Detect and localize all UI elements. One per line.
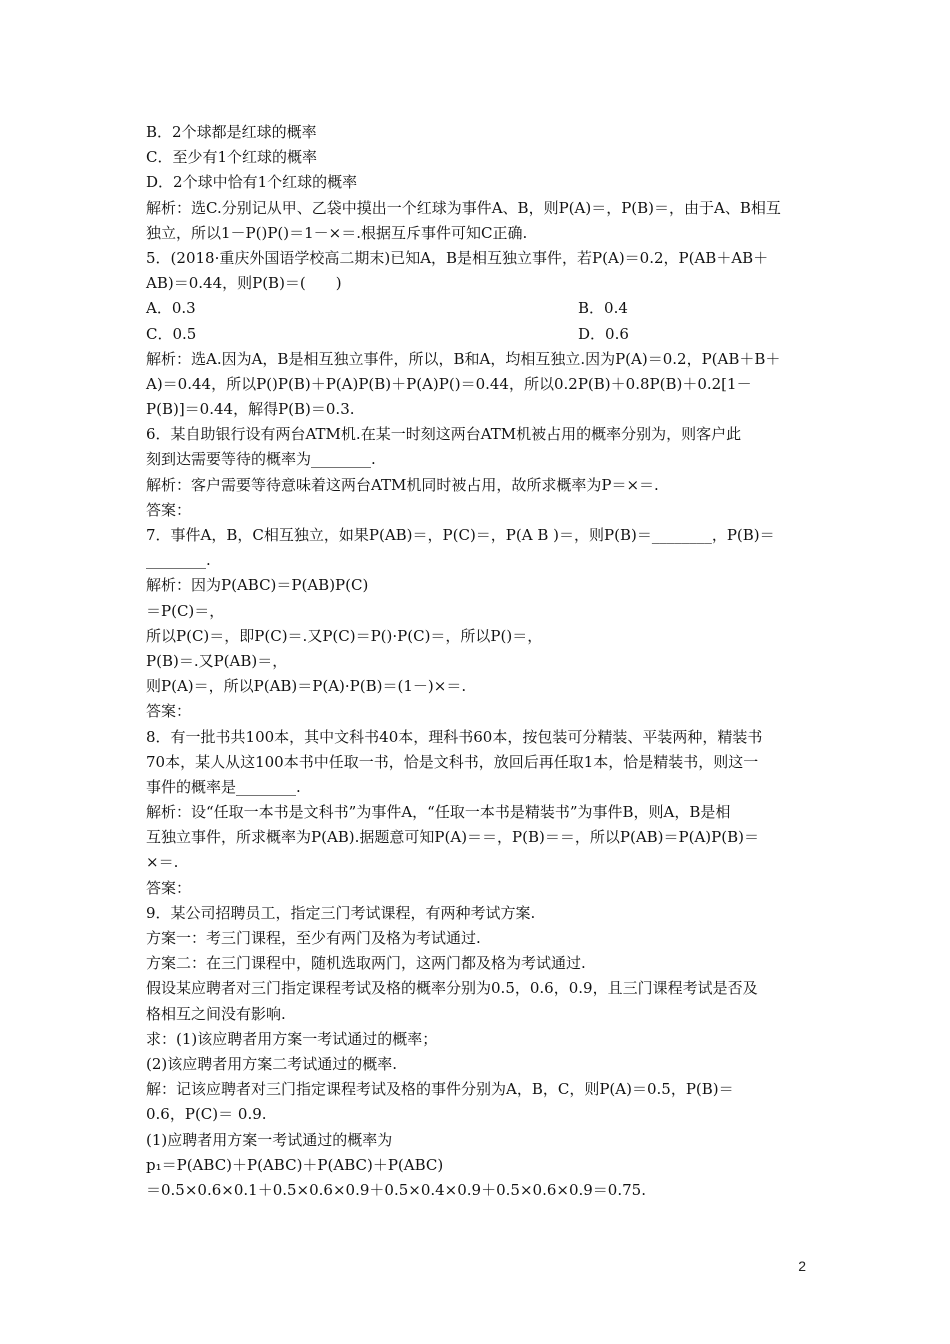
page-number: 2 <box>798 1258 806 1274</box>
text-line: 格相互之间没有影响. <box>146 1004 286 1023</box>
text-line: 解析：因为P(ABC)＝P(AB)P(C) <box>146 576 369 595</box>
option-b-line: B．2个球都是红球的概率 <box>146 123 317 141</box>
text-line: 解：记该应聘者对三门指定课程考试及格的事件分别为A，B，C，则P(A)＝0.5，P(B)＝ <box>146 1080 734 1099</box>
text-line: ×＝. <box>146 853 179 872</box>
text-line: P(B)]＝0.44，解得P(B)＝0.3. <box>146 400 355 419</box>
option-d-line: D．2个球中恰有1个红球的概率 <box>146 173 358 192</box>
question-6-line: 6．某自助银行设有两台ATM机.在某一时刻这两台ATM机被占用的概率分别为，则客户此 <box>146 425 742 444</box>
text-line: ________. <box>146 551 211 570</box>
text-line: 所以P(C)＝，即P(C)＝.又P(C)＝P()·P(C)＝，所以P()＝， <box>146 626 543 645</box>
text-line: 事件的概率是________. <box>146 777 301 796</box>
question-7-line: 7．事件A，B，C相互独立，如果P(AB)＝，P(C)＝，P(A B )＝，则P(B)＝________，P(B)＝ <box>146 526 775 544</box>
options-row <box>146 296 806 321</box>
question-8-line: 8．有一批书共100本，其中文科书40本，理科书60本，按包装可分精装、平装两种，精装书 <box>146 727 763 746</box>
text-line: 方案一：考三门课程，至少有两门及格为考试通过. <box>146 929 481 947</box>
document-body <box>146 120 806 1203</box>
text-line: 解析：客户需要等待意味着这两台ATM机同时被占用，故所求概率为P＝×＝. <box>146 475 659 494</box>
text-line: p₁＝P(ABC)＋P(ABC)＋P(ABC)＋P(ABC) <box>146 1155 444 1174</box>
text-line: 70本，某人从这100本书中任取一书，恰是文科书，放回后再任取1本，恰是精装书，则这一 <box>146 752 759 771</box>
question-9-line: 9．某公司招聘员工，指定三门考试课程，有两种考试方案. <box>146 903 536 922</box>
text-line: 刻到达需要等待的概率为________. <box>146 450 376 469</box>
answer-line: 答案： <box>146 500 192 519</box>
text-line: AB)＝0.44，则P(B)＝( ) <box>146 274 342 293</box>
text-line: ＝0.5×0.6×0.1＋0.5×0.6×0.9＋0.5×0.4×0.9＋0.5×0.6×0.9＝0.75. <box>146 1180 646 1199</box>
option-a: A．0.3 <box>146 299 196 318</box>
text-line: (2)该应聘者用方案二考试通过的概率. <box>146 1054 398 1073</box>
answer-line: 答案： <box>146 878 192 897</box>
answer-line: 答案： <box>146 702 192 721</box>
text-line: 互独立事件，所求概率为P(AB).据题意可知P(A)＝＝，P(B)＝＝，所以P(AB)＝P(A)P(B)＝ <box>146 828 759 847</box>
text-line: A)＝0.44，所以P()P(B)＋P(A)P(B)＋P(A)P()＝0.44，所以0.2P(B)＋0.8P(B)＋0.2[1－ <box>146 374 752 393</box>
text-line: 求：(1)该应聘者用方案一考试通过的概率； <box>146 1029 438 1048</box>
options-row <box>146 322 806 347</box>
text-line: 独立，所以1－P()P()＝1－×＝.根据互斥事件可知C正确. <box>146 223 528 242</box>
text-line: 解析：选A.因为A，B是相互独立事件，所以，B和A，均相互独立.因为P(A)＝0.2，P(AB＋B＋ <box>146 349 781 368</box>
text-line: 则P(A)＝，所以P(AB)＝P(A)·P(B)＝(1－)×＝. <box>146 677 467 696</box>
question-5-line: 5．(2018·重庆外国语学校高二期末)已知A，B是相互独立事件，若P(A)＝0.2，P(AB＋AB＋ <box>146 248 769 267</box>
text-line: 解析：选C.分别记从甲、乙袋中摸出一个红球为事件A、B，则P(A)＝，P(B)＝，由于A、B相互 <box>146 198 781 217</box>
text-line: 解析：设“任取一本书是文科书”为事件A，“任取一本书是精装书”为事件B，则A，B是相 <box>146 803 731 822</box>
text-line: 0.6，P(C)＝ 0.9. <box>146 1105 267 1124</box>
text-line: 假设某应聘者对三门指定课程考试及格的概率分别为0.5，0.6，0.9，且三门课程考试是否及 <box>146 979 758 998</box>
option-c: C．0.5 <box>146 324 197 343</box>
text-line: 方案二：在三门课程中，随机选取两门，这两门都及格为考试通过. <box>146 954 586 973</box>
option-c-line: C．至少有1个红球的概率 <box>146 148 318 167</box>
option-b: B．0.4 <box>578 299 628 318</box>
text-line: (1)应聘者用方案一考试通过的概率为 <box>146 1130 393 1149</box>
option-d: D．0.6 <box>578 324 629 343</box>
text-line: ＝P(C)＝， <box>146 601 225 620</box>
text-line: P(B)＝.又P(AB)＝， <box>146 651 288 670</box>
